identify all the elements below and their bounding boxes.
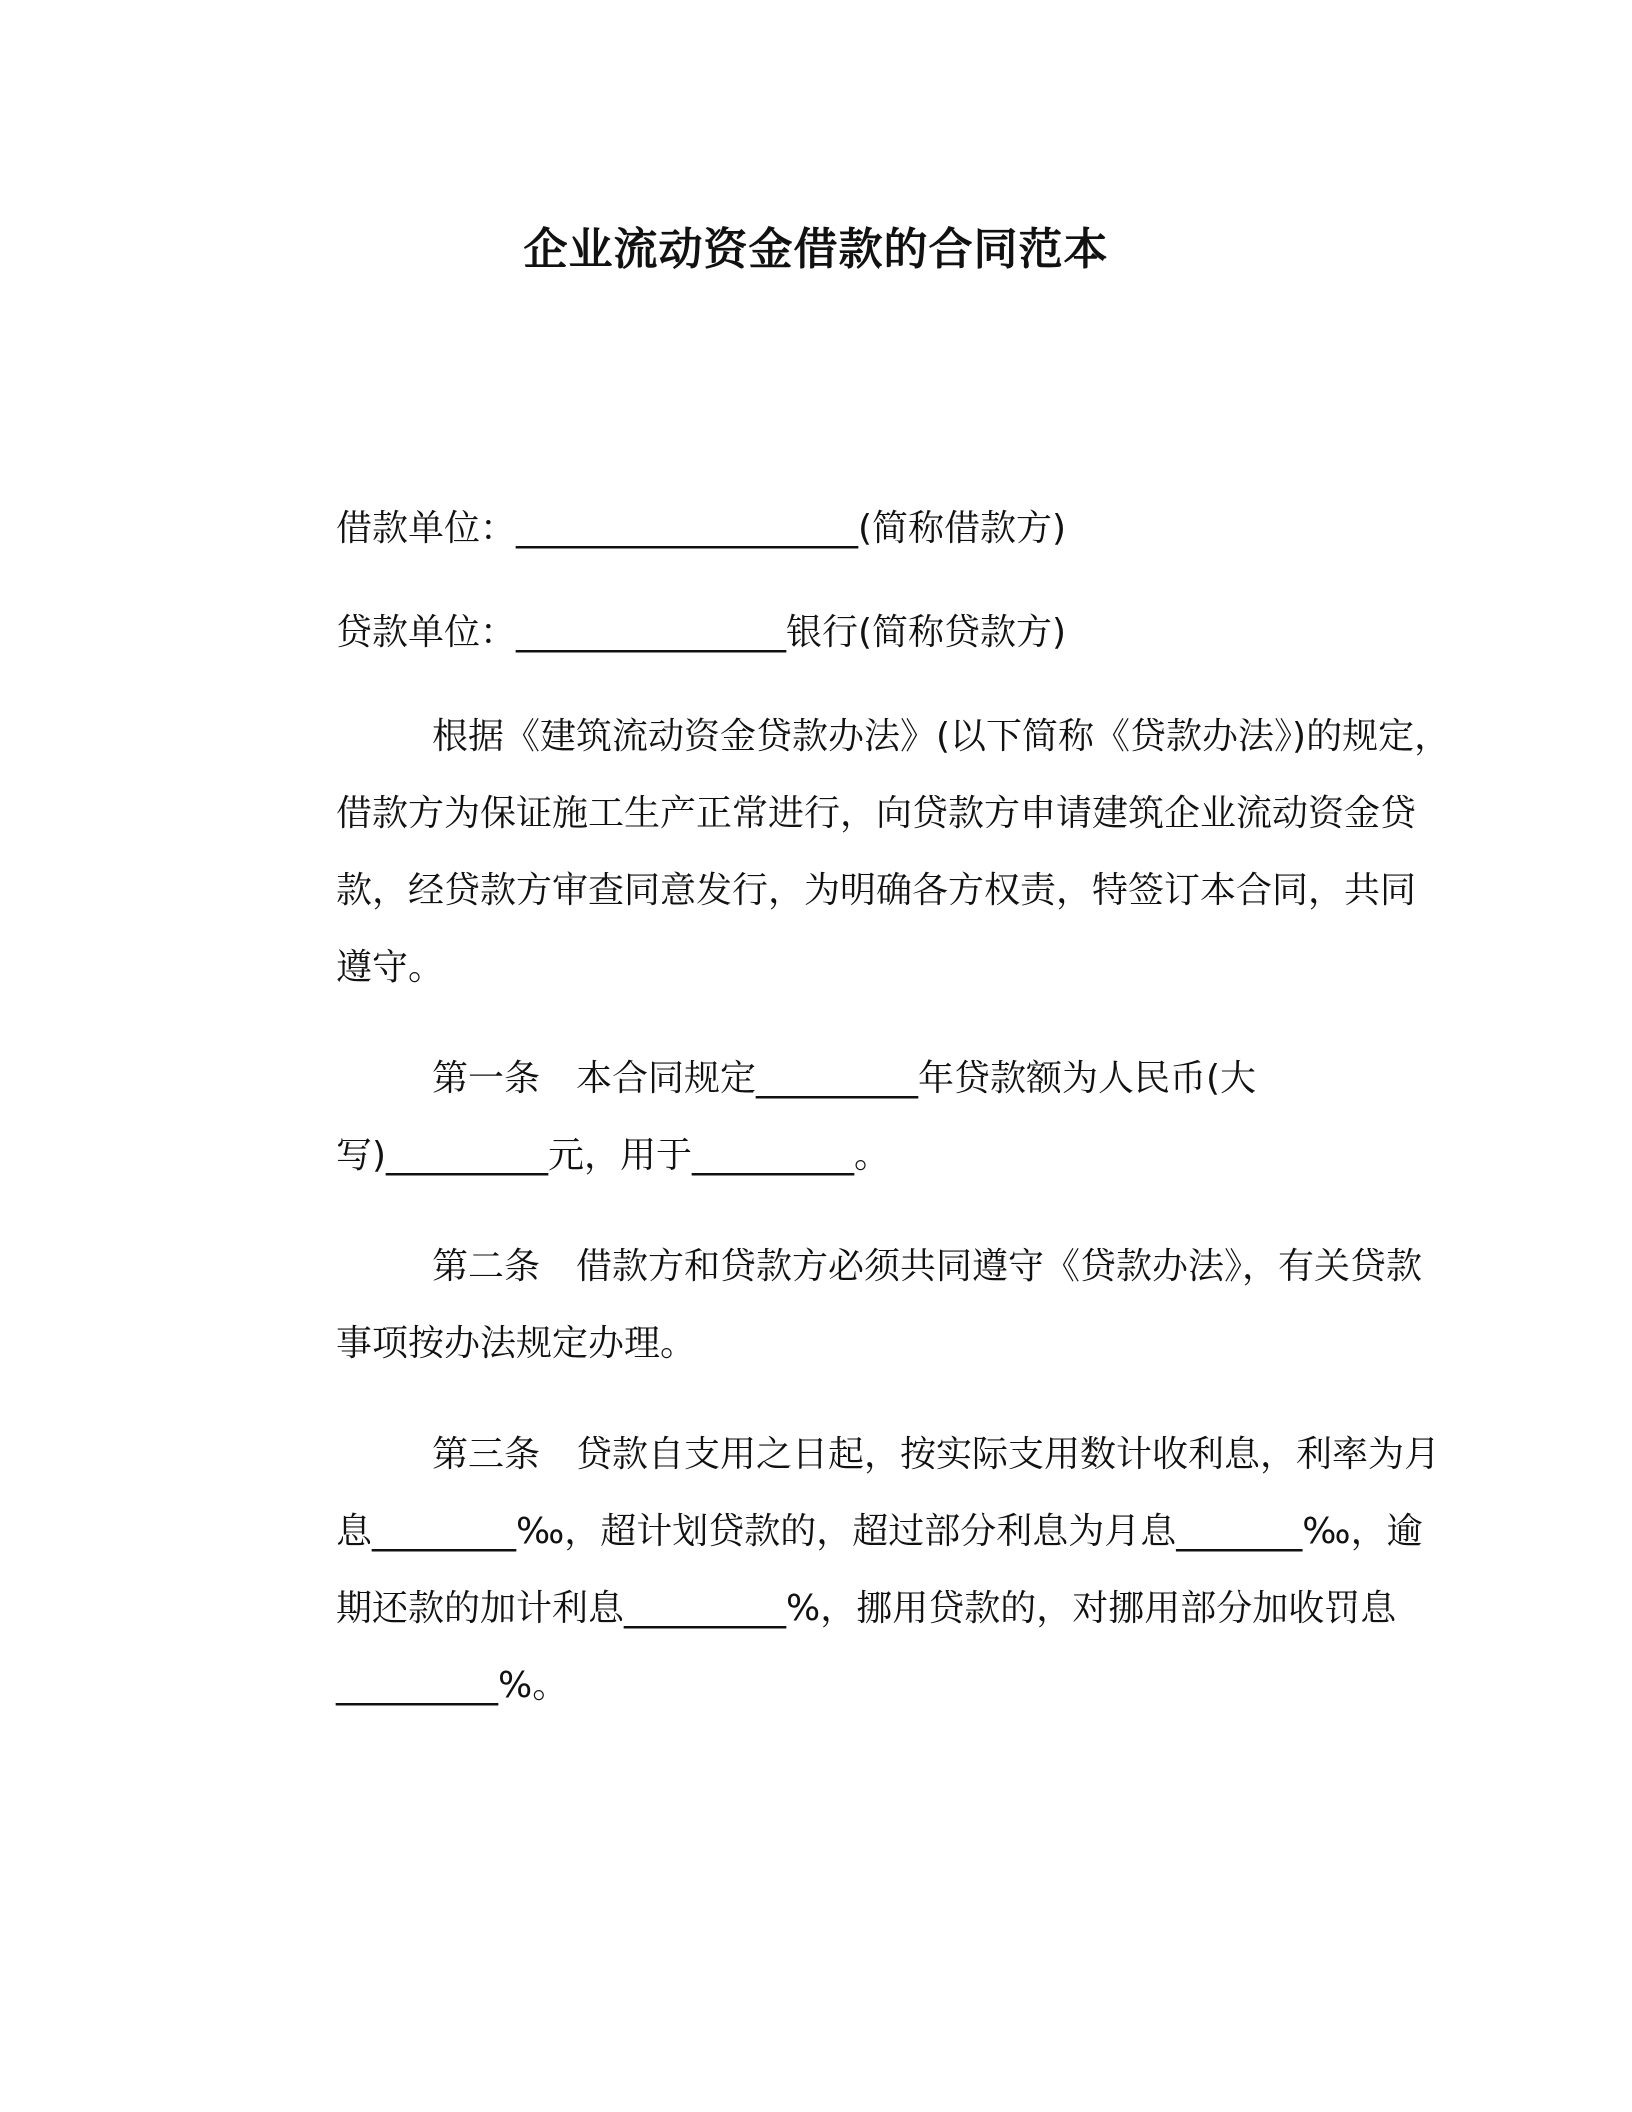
paragraph-line: 第二条 借款方和贷款方必须共同遵守《贷款办法》，有关贷款: [432, 1246, 1423, 1287]
document-body: [240, 490, 1451, 1758]
paragraph-line: 款，经贷款方审查同意发行，为明确各方权责，特签订本合同，共同: [336, 870, 1417, 911]
paragraph-line: 借款方为保证施工生产正常进行，向贷款方申请建筑企业流动资金贷: [336, 793, 1417, 834]
paragraph-line: _________%。: [336, 1665, 569, 1706]
article-3-paragraph: [240, 1416, 1441, 1724]
paragraph-line: 根据《建筑流动资金贷款办法》(以下简称《贷款办法》)的规定，: [432, 716, 1451, 757]
lender-line: 贷款单位：_______________银行(简称贷款方): [336, 612, 1067, 653]
paragraph-line: 写)_________元，用于_________。: [336, 1135, 891, 1176]
intro-paragraph: [240, 698, 1451, 1006]
article-1-paragraph: [240, 1040, 1392, 1194]
paragraph-line: 第三条 贷款自支用之日起，按实际支用数计收利息，利率为月: [432, 1434, 1441, 1475]
document-title: 企业流动资金借款的合同范本: [523, 224, 1109, 275]
paragraph-line: 期还款的加计利息_________%，挪用贷款的，对挪用部分加收罚息: [336, 1588, 1397, 1629]
borrower-line: 借款单位：___________________(简称借款方): [336, 508, 1067, 549]
paragraph-line: 第一条 本合同规定_________年贷款额为人民币(大: [432, 1058, 1257, 1099]
paragraph-line: 事项按办法规定办理。: [336, 1323, 697, 1364]
paragraph-line: 遵守。: [336, 947, 445, 988]
paragraph-line: 息________‰，超计划贷款的，超过部分利息为月息_______‰，逾: [336, 1511, 1423, 1552]
article-2-paragraph: [240, 1228, 1423, 1382]
